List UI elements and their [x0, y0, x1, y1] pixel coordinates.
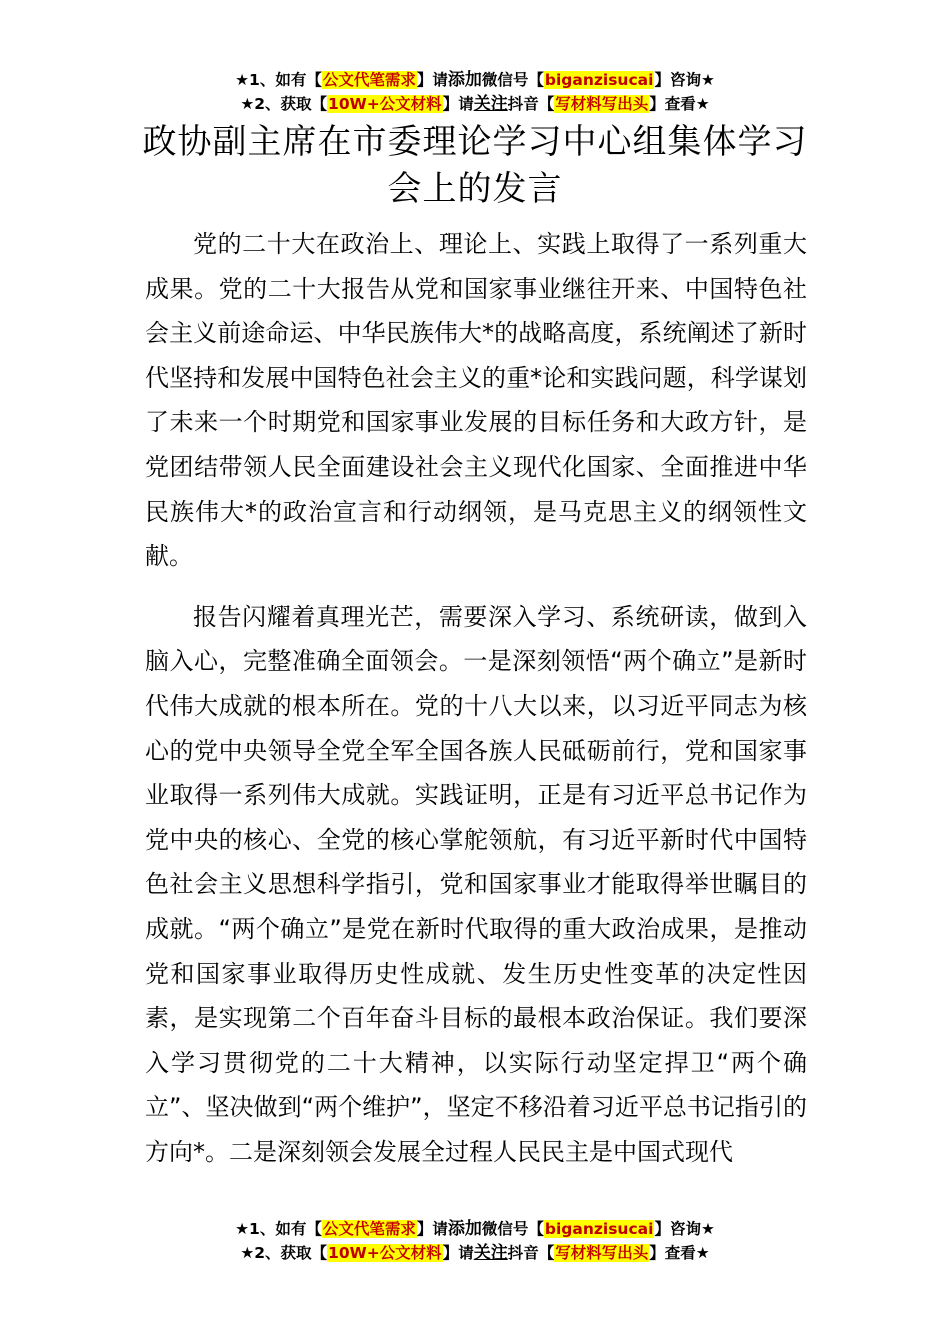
highlight-wechat-id: biganzisucai — [544, 1220, 654, 1238]
highlight-service: 公文代笔需求 — [322, 1220, 416, 1238]
document-body — [145, 222, 807, 1190]
highlight-douyin: 写材料写出头 — [555, 1244, 649, 1262]
highlight-materials: 10W+公文材料 — [328, 1244, 442, 1262]
footer-notice — [0, 1217, 950, 1265]
paragraph: 报告闪耀着真理光芒，需要深入学习、系统研读，做到入脑入心，完整准确全面领会。一是深刻领悟“两个确立”是新时代伟大成就的根本所在。党的十八大以来，以习近平同志为核心的党中央领导全党全军全国各族人民砥砺前行，党和国家事业取得一系列伟大成就。实践证明，正是有习近平总书记作为党中央的核心、全党的核心掌舵领航，有习近平新时代中国特色社会主义思想科学指引，党和国家事业才能取得举世瞩目的成就。“两个确立”是党在新时代取得的重大政治成果，是推动党和国家事业取得历史性成就、发生历史性变革的决定性因素，是实现第二个百年奋斗目标的最根本政治保证。我们要深入学习贯彻党的二十大精神，以实际行动坚定捍卫“两个确立”、坚决做到“两个维护”，坚定不移沿着习近平总书记指引的方向*。二是深刻领会发展全过程人民民主是中国式现代 — [145, 602, 807, 1166]
notice-line-1: ★1、如有【公文代笔需求】请添加微信号【biganzisucai】咨询★ — [235, 1219, 715, 1239]
header-notice — [0, 68, 950, 116]
notice-line-1: ★1、如有【公文代笔需求】请添加微信号【biganzisucai】咨询★ — [235, 70, 715, 90]
document-title: 政协副主席在市委理论学习中心组集体学习会上的发言 — [142, 122, 808, 209]
highlight-service: 公文代笔需求 — [322, 71, 416, 89]
highlight-materials: 10W+公文材料 — [328, 95, 442, 113]
notice-line-2: ★2、获取【10W+公文材料】请关注抖音【写材料写出头】查看★ — [240, 94, 710, 114]
notice-line-2: ★2、获取【10W+公文材料】请关注抖音【写材料写出头】查看★ — [240, 1243, 710, 1263]
highlight-douyin: 写材料写出头 — [555, 95, 649, 113]
highlight-wechat-id: biganzisucai — [544, 71, 654, 89]
paragraph: 党的二十大在政治上、理论上、实践上取得了一系列重大成果。党的二十大报告从党和国家事业继往开来、中国特色社会主义前途命运、中华民族伟大*的战略高度，系统阐述了新时代坚持和发展中国特色社会主义的重*论和实践问题，科学谋划了未来一个时期党和国家事业发展的目标任务和大政方针，是党团结带领人民全面建设社会主义现代化国家、全面推进中华民族伟大*的政治宣言和行动纲领，是马克思主义的纲领性文献。 — [145, 230, 807, 571]
